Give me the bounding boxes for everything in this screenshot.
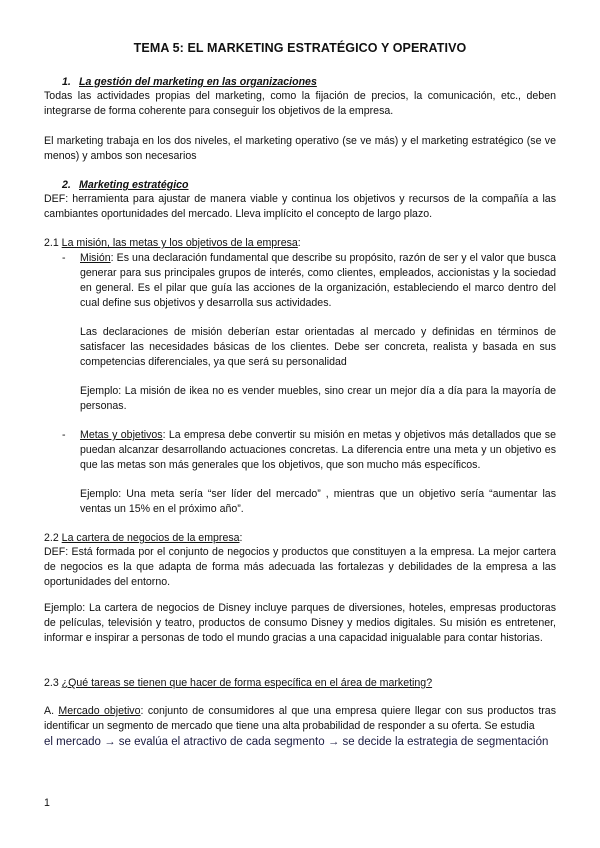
metas-paragraph: Metas y objetivos: La empresa debe convertir su misión en metas y objetivos más detallados que se puedan alcanzar desarrollando actuaciones concretas. La diferencia entre una meta y un objetivo es que las metas son más generales que los objetivos, que son mucho más específicos. — [80, 429, 556, 471]
subsection-2-3-heading: 2.3 ¿Qué tareas se tienen que hacer de forma específica en el área de marketing? — [44, 677, 433, 689]
section-2-number: 2. — [62, 179, 71, 191]
subsection-2-2-example: Ejemplo: La cartera de negocios de Disney incluye parques de diversiones, hoteles, empresas productoras de películas, televisión y teatro, productos de consumo Disney y medios digitales. Su misión es entretener, informar e inspirar a personas de todo el mundo gracias a una capacidad inigualable para contar historias. — [44, 602, 556, 644]
section-1-paragraph-2: El marketing trabaja en los dos niveles, el marketing operativo (se ve más) y el marketing estratégico (se ve menos) y ambos son necesarios — [44, 135, 556, 162]
section-1-paragraph-1: Todas las actividades propias del marketing, como la fijación de precios, la comunicación, etc., deben integrarse de forma coherente para conseguir los objetivos de la empresa. — [44, 90, 556, 117]
mision-label: Misión — [80, 252, 111, 264]
bullet-dash: - — [62, 252, 66, 264]
metas-label: Metas y objetivos — [80, 429, 163, 441]
mercado-objetivo-label: Mercado objetivo — [58, 705, 141, 717]
section-2-title: Marketing estratégico — [79, 179, 189, 191]
bullet-dash: - — [62, 429, 66, 441]
page-number: 1 — [44, 797, 50, 809]
subsection-2-2-definition: DEF: Está formada por el conjunto de negocios y productos que constituyen a la empresa. La mejor cartera de negocios es la que adapta de forma más adecuada las fortalezas y debilidades de la empresa a las oportunidades del entorno. — [44, 546, 556, 588]
mision-example: Ejemplo: La misión de ikea no es vender muebles, sino crear un mejor día a día para la mayoría de personas. — [80, 385, 556, 412]
subsection-2-3-title: ¿Qué tareas se tienen que hacer de forma específica en el área de marketing? — [61, 677, 433, 689]
mision-paragraph: Misión: Es una declaración fundamental que describe su propósito, razón de ser y el valor que busca generar para sus principales grupos de interés, como clientes, empleados, accionistas y la sociedad en general. Es el pilar que guía las acciones de la organización, estableciendo el marco dentro del cual define sus objetivos y desarrolla sus actividades. — [80, 252, 556, 309]
section-1-number: 1. — [62, 76, 71, 88]
segmentation-process-line: el mercado → se evalúa el atractivo de cada segmento → se decide la estrategia de segmentación — [44, 736, 549, 748]
subsection-2-1-title: La misión, las metas y los objetivos de la empresa — [61, 237, 298, 249]
section-2-definition: DEF: herramienta para ajustar de manera viable y continua los objetivos y recursos de la compañía a las cambiantes oportunidades del mercado. Lleva implícito el concepto de largo plazo. — [44, 193, 556, 220]
subsection-2-2-title: La cartera de negocios de la empresa — [61, 532, 240, 544]
subsection-2-1-heading: 2.1 La misión, las metas y los objetivos de la empresa: — [44, 237, 301, 249]
metas-example: Ejemplo: Una meta sería “ser líder del mercado” , mientras que un objetivo sería “aumentar las ventas un 15% en el próximo año”. — [80, 488, 556, 515]
subsection-2-2-heading: 2.2 La cartera de negocios de la empresa: — [44, 532, 243, 544]
mision-paragraph-2: Las declaraciones de misión deberían estar orientadas al mercado y definidas en términos de satisfacer las necesidades básicas de los clientes. Debe ser concreta, realista y basada en sus competencias diferenciales, ya que será su personalidad — [80, 326, 556, 368]
mercado-objetivo-paragraph: A. Mercado objetivo: conjunto de consumidores al que una empresa quiere llegar con sus productos tras identificar un segmento de mercado que tiene una alta probabilidad de responder a su oferta. Se estudia el mercado → se evalúa el atractivo de cada segmento → se decide la estrategia de segmentación — [44, 705, 556, 748]
section-1-title: La gestión del marketing en las organizaciones — [79, 76, 317, 88]
document-title: TEMA 5: EL MARKETING ESTRATÉGICO Y OPERATIVO — [133, 41, 467, 55]
